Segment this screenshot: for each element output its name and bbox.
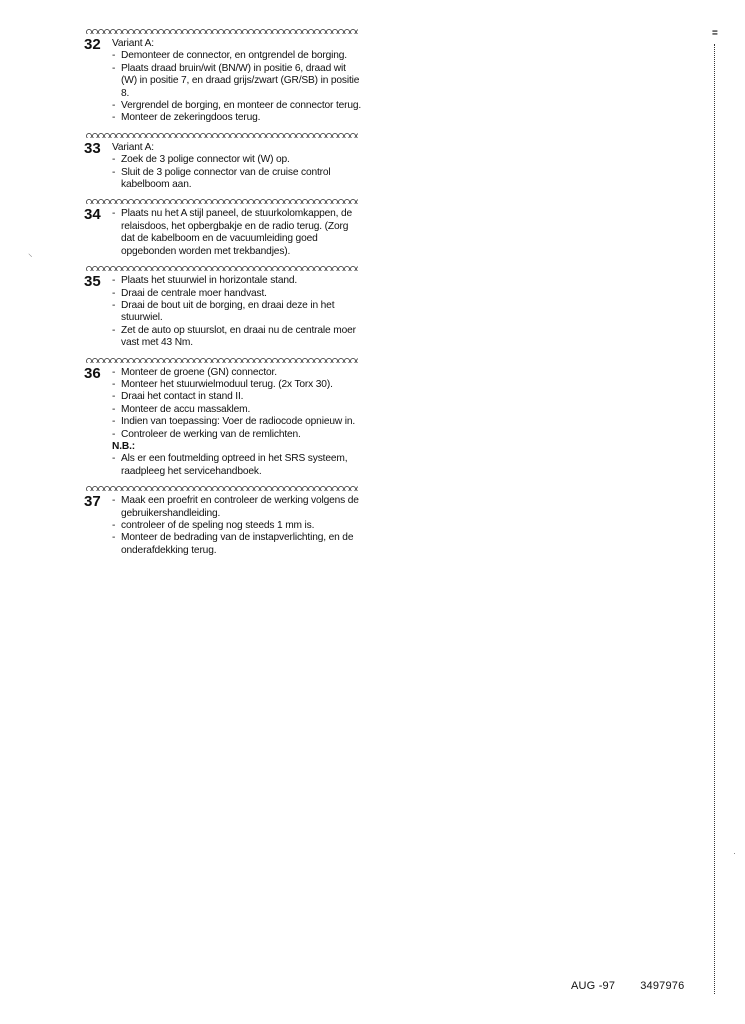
step-list-item (112, 495, 364, 520)
page-footer (571, 980, 684, 992)
step-list-item (112, 367, 364, 379)
step-number: 35 (84, 273, 101, 291)
bullet-dash: - (112, 275, 116, 287)
step-heading: Variant A: (112, 141, 154, 153)
wavy-divider (86, 355, 358, 363)
bullet-dash: - (112, 112, 116, 124)
step-33 (84, 138, 364, 197)
step-36 (84, 363, 364, 484)
step-32 (84, 34, 364, 130)
bullet-dash: - (112, 391, 116, 403)
step-list-item (112, 416, 364, 428)
bullet-dash: - (112, 366, 116, 378)
margin-mark: = (712, 28, 718, 39)
step-list-item (112, 404, 364, 416)
step-item-text: Monteer de groene (GN) connector. (121, 366, 277, 378)
note-list-item (112, 453, 364, 478)
step-number: 34 (84, 206, 101, 224)
step-item-text: Maak een proefrit en controleer de werking volgens de gebruikershandleiding. (121, 495, 359, 519)
bullet-dash: - (112, 299, 116, 311)
step-item-text: Controleer de werking van de remlichten. (121, 428, 301, 440)
wavy-divider (86, 263, 358, 271)
bullet-dash: - (112, 403, 116, 415)
step-list-item (112, 112, 364, 124)
step-body (112, 38, 364, 125)
step-list-item (112, 154, 364, 166)
bullet-dash: - (112, 453, 116, 465)
step-body (112, 495, 364, 557)
step-list-item (112, 50, 364, 62)
bullet-dash: - (112, 100, 116, 112)
step-item-text: Monteer de bedrading van de instapverlichting, en de onderafdekking terug. (121, 532, 354, 556)
bullet-dash: - (112, 287, 116, 299)
note-label: N.B.: (112, 440, 136, 452)
step-list-item (112, 532, 364, 557)
step-37 (84, 491, 364, 562)
step-list-item (112, 379, 364, 391)
wavy-divider (86, 483, 358, 491)
step-item-text: Zoek de 3 polige connector wit (W) op. (121, 154, 290, 166)
scan-speck: · (733, 848, 736, 858)
step-item-text: Draai het contact in stand II. (121, 391, 244, 403)
step-item-text: Demonteer de connector, en ontgrendel de borging. (121, 50, 347, 62)
step-34 (84, 204, 364, 263)
step-item-text: Monteer de zekeringdoos terug. (121, 112, 261, 124)
bullet-dash: - (112, 520, 116, 531)
step-item-text: Zet de auto op stuurslot, en draai nu de centrale moer vast met 43 Nm. (121, 324, 356, 349)
note-item-text: Als er een foutmelding optreed in het SRS systeem, raadpleeg het servicehandboek. (121, 453, 348, 477)
step-list-item (112, 391, 364, 403)
step-35 (84, 271, 364, 354)
bullet-dash: - (112, 324, 116, 336)
step-list-item (112, 167, 364, 192)
bullet-dash: - (112, 208, 116, 220)
step-list-item (112, 288, 364, 300)
step-list-item (112, 429, 364, 441)
bullet-dash: - (112, 62, 116, 74)
bullet-dash: - (112, 495, 116, 507)
step-list-item (112, 100, 364, 112)
margin-dotted-rule (714, 44, 715, 994)
step-list-item (112, 325, 364, 350)
footer-document-code: 3497976 (640, 980, 685, 992)
step-item-text: Plaats nu het A stijl paneel, de stuurkolomkappen, de relaisdoos, het opbergbakje en de radio terug. (Zorg dat de kabelboom en de vacuumleiding goed opgebonden worden met trekbandjes). (121, 208, 353, 257)
step-list-item (112, 63, 364, 100)
step-item-text: Monteer de accu massaklem. (121, 403, 251, 415)
step-number: 37 (84, 493, 101, 511)
step-item-text: Sluit de 3 polige connector van de cruise control kabelboom aan. (121, 166, 331, 191)
wavy-divider (86, 26, 358, 34)
step-body (112, 142, 364, 192)
step-list-item (112, 300, 364, 325)
wavy-divider (86, 130, 358, 138)
bullet-dash: - (112, 532, 116, 544)
bullet-dash: - (112, 416, 116, 428)
step-heading: Variant A: (112, 38, 154, 49)
bullet-dash: - (112, 378, 116, 390)
step-item-text: Plaats draad bruin/wit (BN/W) in positie 6, draad wit (W) in positie 7, en draad grijs/zwart (GR/SB) in positie 8. (121, 62, 360, 99)
step-list-item (112, 275, 364, 287)
bullet-dash: - (112, 50, 116, 62)
step-item-text: Indien van toepassing: Voer de radiocode opnieuw in. (121, 416, 356, 428)
instruction-list (84, 26, 364, 562)
step-body (112, 367, 364, 479)
scan-speck: ⸌ (28, 252, 33, 262)
step-body (112, 275, 364, 349)
bullet-dash: - (112, 428, 116, 440)
step-number: 36 (84, 364, 101, 382)
wavy-divider (86, 196, 358, 204)
step-list-item (112, 520, 364, 532)
step-item-text: Draai de bout uit de borging, en draai deze in het stuurwiel. (121, 299, 335, 324)
step-number: 32 (84, 36, 101, 53)
step-body (112, 208, 364, 258)
step-item-text: Vergrendel de borging, en monteer de connector terug. (121, 100, 362, 112)
bullet-dash: - (112, 154, 116, 166)
step-item-text: Monteer het stuurwielmoduul terug. (2x Torx 30). (121, 378, 333, 390)
step-number: 33 (84, 139, 101, 157)
footer-date: AUG -97 (571, 980, 616, 992)
step-item-text: controleer of de speling nog steeds 1 mm is. (121, 520, 315, 531)
step-list-item (112, 208, 364, 258)
step-item-text: Draai de centrale moer handvast. (121, 287, 267, 299)
step-item-text: Plaats het stuurwiel in horizontale stand. (121, 275, 298, 287)
bullet-dash: - (112, 166, 116, 178)
